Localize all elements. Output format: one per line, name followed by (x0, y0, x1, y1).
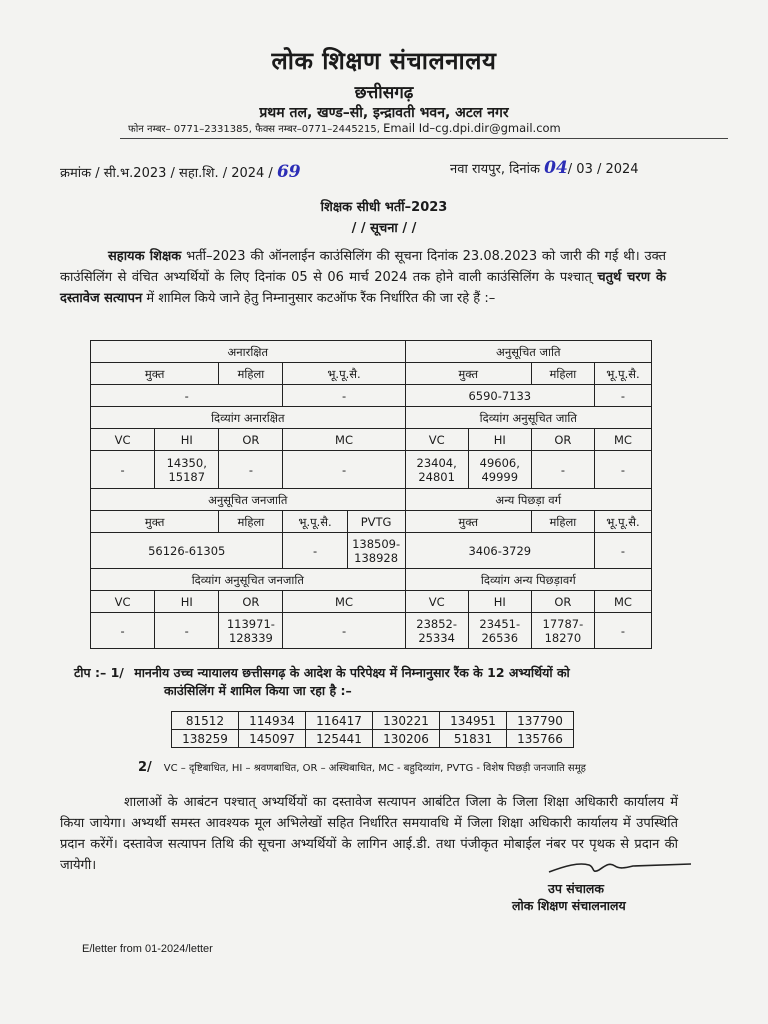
col-header: HI (155, 429, 219, 451)
col-header: VC (91, 591, 155, 613)
col-header: HI (468, 591, 531, 613)
note-1 (74, 663, 570, 682)
col-header: महिला (531, 363, 594, 385)
court-ranks-table (171, 711, 574, 748)
intro-text-1: भर्ती–2023 की ऑनलाईन काउंसिलिंग की सूचना दिनांक 23.08.2023 को जारी की गई थी। उक्त काउंसिलिंग से वंचित अभ्यर्थियों के लिए दिनांक 05 से 06 मार्च 2024 तक होने वाली काउंसिलिंग के पश्चात् (60, 249, 667, 285)
cutoff-cell: 17787- 18270 (531, 613, 594, 649)
col-header: भू.पू.सै. (594, 363, 651, 385)
col-header: मुक्त (91, 363, 219, 385)
cutoff-cell: 6590-7133 (405, 385, 594, 407)
heading-div-obc: दिव्यांग अन्य पिछड़ावर्ग (405, 569, 651, 591)
cutoff-cell: 3406-3729 (405, 533, 594, 569)
rank-cell: 81512 (172, 712, 239, 730)
email-address: Email Id–cg.dpi.dir@gmail.com (383, 121, 561, 135)
cutoff-cell: 23852- 25334 (405, 613, 468, 649)
cutoff-cell: 14350, 15187 (155, 451, 219, 489)
cutoff-cell: - (594, 533, 651, 569)
signatory-office: लोक शिक्षण संचालनालय (512, 898, 626, 913)
col-header: OR (219, 429, 283, 451)
col-header: OR (219, 591, 283, 613)
col-header: MC (283, 591, 405, 613)
col-header: MC (283, 429, 405, 451)
state-name: छत्तीसगढ़ (354, 83, 414, 103)
rank-cell: 130221 (373, 712, 440, 730)
rank-cell: 138259 (172, 730, 239, 748)
rank-cell: 130206 (373, 730, 440, 748)
cutoff-cell: - (283, 385, 405, 407)
col-header: OR (531, 429, 594, 451)
col-header: VC (91, 429, 155, 451)
rank-cell: 51831 (440, 730, 507, 748)
rank-cell: 135766 (507, 730, 574, 748)
col-header: मुक्त (91, 511, 219, 533)
intro-text-2: में शामिल किये जाने हेतु निम्नानुसार कटऑफ रैंक निर्धारित की जा रहे हैं :– (142, 291, 496, 306)
col-header: HI (468, 429, 531, 451)
signature-mark (545, 852, 695, 880)
rank-cell: 125441 (306, 730, 373, 748)
cutoff-cell: - (594, 451, 651, 489)
col-header: भू.पू.सै. (594, 511, 651, 533)
col-header: HI (155, 591, 219, 613)
col-header: मुक्त (405, 363, 531, 385)
cutoff-cell: - (594, 613, 651, 649)
cutoff-cell: - (91, 613, 155, 649)
heading-obc: अन्य पिछड़ा वर्ग (405, 489, 651, 511)
col-header: MC (594, 429, 651, 451)
handwritten-day: 04 (544, 158, 568, 178)
col-header: OR (531, 591, 594, 613)
cutoff-cell: - (531, 451, 594, 489)
note-2-text: VC – दृष्टिबाधित, HI – श्रवणबाधित, OR – अस्थिबाधित, MC - बहुदिव्यांग, PVTG - विशेष पिछड़ी जनजाति समूह (163, 763, 586, 774)
place-date-prefix: नवा रायपुर, दिनांक (450, 162, 540, 177)
cutoff-cell: 138509- 138928 (347, 533, 405, 569)
office-title: लोक शिक्षण संचालनालय (271, 47, 497, 75)
cutoff-cell: - (219, 451, 283, 489)
heading-div-st: दिव्यांग अनुसूचित जनजाति (91, 569, 406, 591)
rank-cell: 114934 (239, 712, 306, 730)
closing-text: शालाओं के आबंटन पश्चात् अभ्यर्थियों का दस्तावेज सत्यापन आबंटित जिला के जिला शिक्षा अधिकारी कार्यालय में किया जायेगा। अभ्यर्थी समस्त आवश्यक मूल अभिलेखों सहित निर्धारित समयावधि में जिला शिक्षा अधिकारी कार्यालय में उपस्थिति प्रदान करेंगें। दस्तावेज सत्यापन तिथि की सूचना अभ्यर्थियों के लागिन आई.डी. तथा पंजीकृत मोबाईल नंबर पर पृथक से प्रदान की जायेगी। (60, 795, 678, 873)
signatory-designation: उप संचालक (548, 881, 605, 896)
note-1-text: माननीय उच्च न्यायालय छत्तीसगढ़ के आदेश के परिपेक्ष्य में निम्नानुसार रैंक के 12 अभ्यर्थियों को (134, 665, 570, 680)
col-header: मुक्त (405, 511, 531, 533)
phase-name: चतुर्थ चरण के दस्तावेज सत्यापन (60, 270, 666, 306)
heading-unreserved: अनारक्षित (91, 341, 406, 363)
cutoff-cell: 23451- 26536 (468, 613, 531, 649)
reference-number (60, 162, 301, 182)
table-row (172, 712, 574, 730)
note-2-label: 2/ (138, 760, 152, 775)
reference-prefix: क्रमांक / सी.भ.2023 / सहा.शि. / 2024 / (60, 166, 273, 181)
cutoff-cell: 49606, 49999 (468, 451, 531, 489)
col-header: महिला (219, 363, 283, 385)
col-header: महिला (531, 511, 594, 533)
cutoff-cell: - (91, 451, 155, 489)
cutoff-cell: - (91, 385, 283, 407)
heading-div-sc: दिव्यांग अनुसूचित जाति (405, 407, 651, 429)
note-1-continued: काउंसिलिंग में शामिल किया जा रहा है :– (164, 683, 352, 698)
handwritten-number: 69 (276, 162, 301, 182)
post-name: सहायक शिक्षक (108, 249, 182, 264)
place-date (450, 158, 639, 178)
col-header: VC (405, 429, 468, 451)
col-header: PVTG (347, 511, 405, 533)
table-row (172, 730, 574, 748)
col-header: भू.पू.सै. (283, 363, 405, 385)
cutoff-cell: 56126-61305 (91, 533, 283, 569)
heading-st: अनुसूचित जनजाति (91, 489, 406, 511)
cutoff-cell: 23404, 24801 (405, 451, 468, 489)
rank-cell: 145097 (239, 730, 306, 748)
header-divider (120, 138, 728, 139)
heading-sc: अनुसूचित जाति (405, 341, 651, 363)
col-header: MC (594, 591, 651, 613)
rank-cell: 137790 (507, 712, 574, 730)
footer-reference: E/letter from 01-2024/letter (82, 943, 213, 955)
contact-line (128, 121, 561, 135)
cutoff-cell: 113971- 128339 (219, 613, 283, 649)
cutoff-cell: - (283, 451, 405, 489)
rank-cell: 116417 (306, 712, 373, 730)
notice-heading: / / सूचना / / (351, 221, 417, 236)
col-header: महिला (219, 511, 283, 533)
cutoff-cell: - (594, 385, 651, 407)
month-year: / 03 / 2024 (567, 162, 639, 177)
phone-fax: फोन नम्बर– 0771–2331385, फैक्स नम्बर–0771–2445215, (128, 124, 380, 135)
heading-div-unreserved: दिव्यांग अनारक्षित (91, 407, 406, 429)
note-2 (138, 760, 586, 775)
subject-title: शिक्षक सीधी भर्ती–2023 (320, 200, 448, 215)
cutoff-cell: - (155, 613, 219, 649)
cutoff-table (90, 340, 652, 649)
office-address: प्रथम तल, खण्ड–सी, इन्द्रावती भवन, अटल नगर (259, 105, 509, 121)
cutoff-cell: - (283, 613, 405, 649)
cutoff-cell: - (283, 533, 347, 569)
intro-paragraph (60, 246, 666, 309)
col-header: भू.पू.सै. (283, 511, 347, 533)
rank-cell: 134951 (440, 712, 507, 730)
note-1-label: टीप :– 1/ (74, 665, 124, 680)
col-header: VC (405, 591, 468, 613)
